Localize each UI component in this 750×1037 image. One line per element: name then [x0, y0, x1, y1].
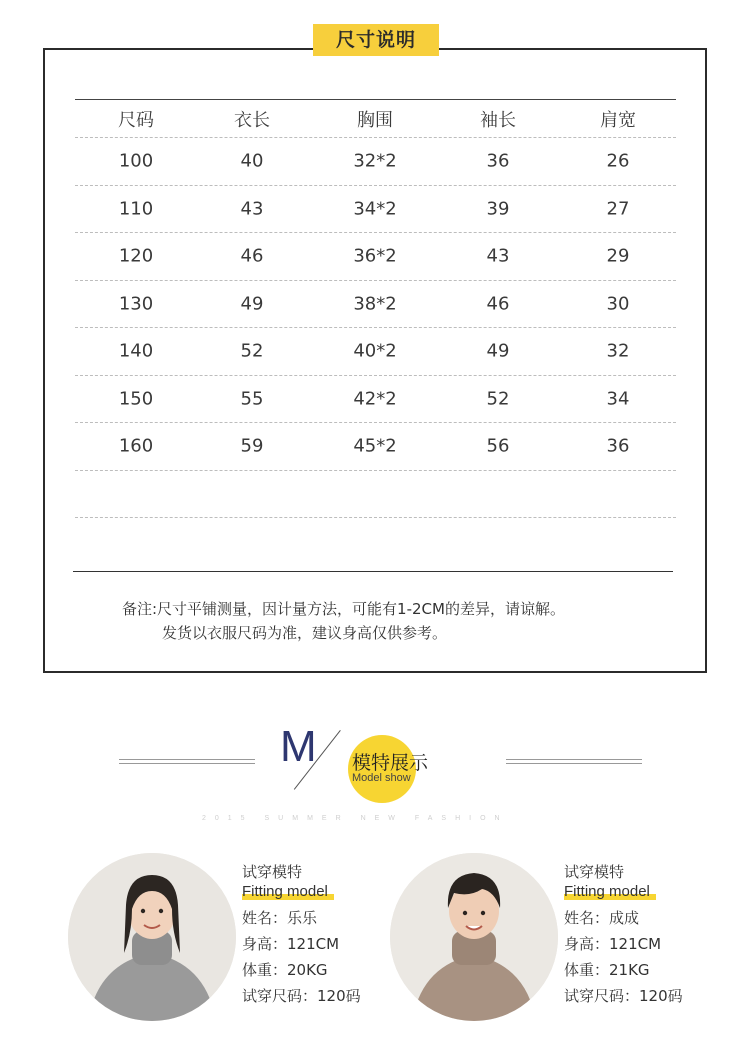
table-cell: 40*2: [353, 340, 397, 362]
model-info-2: [564, 862, 683, 1009]
table-cell: 30: [606, 293, 630, 315]
model-weight: 体重：20KG: [242, 961, 328, 979]
decorative-double-line-right: [506, 759, 642, 764]
decorative-double-line-left: [119, 759, 255, 764]
model-show-subtitle: Model show: [352, 772, 411, 784]
table-cell: 39: [486, 198, 510, 220]
table-cell: 27: [606, 198, 630, 220]
model-heading-en: Fitting model: [242, 882, 332, 901]
table-cell: 55: [240, 388, 264, 410]
table-cell: 29: [606, 245, 630, 267]
table-cell: 43: [240, 198, 264, 220]
model-show-letter: M: [280, 722, 317, 771]
table-row: [75, 423, 676, 471]
table-cell: 36*2: [353, 245, 397, 267]
table-cell: 160: [118, 435, 154, 457]
table-row: [75, 328, 676, 376]
table-cell: 40: [240, 150, 264, 172]
table-cell: 46: [240, 245, 264, 267]
table-cell: 52: [240, 340, 264, 362]
model-size: 试穿尺码：120码: [242, 987, 361, 1005]
table-cell: 32: [606, 340, 630, 362]
table-cell: 59: [240, 435, 264, 457]
model-name: 姓名：成成: [564, 909, 640, 927]
table-cell: 56: [486, 435, 510, 457]
table-row-empty: [75, 471, 676, 519]
size-table: [75, 100, 676, 518]
table-cell: 52: [486, 388, 510, 410]
boy-model-illustration: [390, 853, 558, 1021]
size-note-line2: 发货以衣服尺码为准，建议身高仅供参考。: [162, 624, 448, 642]
model-height: 身高：121CM: [242, 935, 340, 953]
header-size: 尺码: [118, 109, 154, 131]
table-cell: 150: [118, 388, 154, 410]
table-cell: 130: [118, 293, 154, 315]
table-header-row: [75, 100, 676, 138]
model-info-1: [242, 862, 361, 1009]
table-cell: 38*2: [353, 293, 397, 315]
model-height: 身高：121CM: [564, 935, 662, 953]
table-row: [75, 186, 676, 234]
table-cell: 46: [486, 293, 510, 315]
table-cell: 140: [118, 340, 154, 362]
size-chart-title: 尺寸说明: [313, 24, 439, 56]
table-cell: 26: [606, 150, 630, 172]
table-cell: 42*2: [353, 388, 397, 410]
table-cell: 49: [486, 340, 510, 362]
table-cell: 43: [486, 245, 510, 267]
girl-model-photo: [68, 853, 236, 1021]
model-show-tagline: 2015 SUMMER NEW FASHION: [202, 815, 509, 822]
table-cell: 34: [606, 388, 630, 410]
table-row: [75, 281, 676, 329]
girl-model-illustration: [68, 853, 236, 1021]
table-cell: 36: [486, 150, 510, 172]
size-note: [122, 597, 565, 645]
table-cell: 45*2: [353, 435, 397, 457]
model-show-title: 模特展示: [352, 752, 429, 774]
table-cell: 36: [606, 435, 630, 457]
table-cell: 110: [118, 198, 154, 220]
table-row: [75, 138, 676, 186]
header-length: 衣长: [234, 109, 270, 131]
model-name: 姓名：乐乐: [242, 909, 318, 927]
table-row: [75, 233, 676, 281]
header-shoulder: 肩宽: [600, 109, 636, 131]
model-weight: 体重：21KG: [564, 961, 650, 979]
table-cell: 120: [118, 245, 154, 267]
header-chest: 胸围: [357, 109, 393, 131]
boy-model-photo: [390, 853, 558, 1021]
model-size: 试穿尺码：120码: [564, 987, 683, 1005]
table-cell: 34*2: [353, 198, 397, 220]
table-cell: 32*2: [353, 150, 397, 172]
table-row: [75, 376, 676, 424]
header-sleeve: 袖长: [480, 109, 516, 131]
model-heading-en: Fitting model: [564, 882, 654, 901]
model-heading: 试穿模特: [564, 863, 625, 881]
table-cell: 100: [118, 150, 154, 172]
size-note-line1: 备注:尺寸平铺测量，因计量方法，可能有1-2CM的差异，请谅解。: [122, 600, 565, 618]
table-bottom-rule: [73, 571, 673, 572]
model-heading: 试穿模特: [242, 863, 303, 881]
table-cell: 49: [240, 293, 264, 315]
